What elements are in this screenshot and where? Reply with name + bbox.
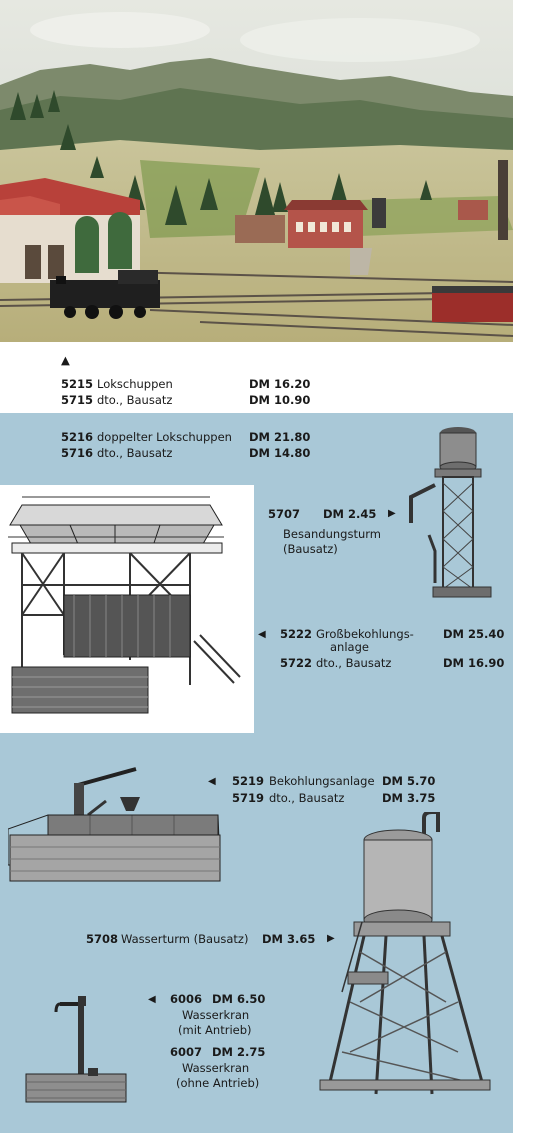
item-desc-5707-line2: (Bausatz) — [283, 542, 338, 556]
arrow-right-icon: ▶ — [388, 508, 396, 519]
item-desc-5222-line2: anlage — [330, 640, 369, 654]
item-price-5722: DM 16.90 — [443, 656, 505, 670]
item-price-5716: DM 14.80 — [249, 446, 311, 460]
item-price-6007: DM 2.75 — [212, 1045, 266, 1059]
layout-photo — [0, 0, 513, 342]
coal-loader-illustration — [8, 765, 230, 889]
coaling-plant-box — [0, 485, 254, 733]
item-number-5715: 5715 — [61, 393, 94, 407]
item-price-5222: DM 25.40 — [443, 627, 505, 641]
coaling-plant-illustration — [0, 485, 254, 733]
item-price-5708: DM 3.65 — [262, 932, 316, 946]
item-desc-5216: doppelter Lokschuppen — [97, 430, 232, 444]
item-price-5215: DM 16.20 — [249, 377, 311, 391]
item-number-5716: 5716 — [61, 446, 94, 460]
item-desc-5219: Bekohlungsanlage — [269, 774, 375, 788]
item-price-5707: DM 2.45 — [323, 507, 377, 521]
item-number-5216: 5216 — [61, 430, 94, 444]
page-margin — [513, 0, 550, 1133]
item-desc-5707-line1: Besandungsturm — [283, 527, 381, 541]
item-number-5707: 5707 — [268, 507, 301, 521]
item-desc-5722: dto., Bausatz — [316, 656, 392, 670]
arrow-left-icon: ◀ — [148, 994, 156, 1005]
model-railway-landscape-image — [0, 0, 513, 342]
item-desc-5716: dto., Bausatz — [97, 446, 173, 460]
triangle-marker-icon: ▲ — [61, 353, 70, 367]
arrow-right-icon: ▶ — [327, 933, 335, 944]
item-price-5219: DM 5.70 — [382, 774, 436, 788]
arrow-left-icon: ◀ — [208, 776, 216, 787]
item-number-6007: 6007 — [170, 1045, 203, 1059]
item-price-5216: DM 21.80 — [249, 430, 311, 444]
sand-tower-illustration — [405, 423, 501, 601]
item-desc-5719: dto., Bausatz — [269, 791, 345, 805]
item-desc-6007-line2: (ohne Antrieb) — [176, 1076, 260, 1090]
item-desc-6007-line1: Wasserkran — [182, 1061, 250, 1075]
arrow-left-icon: ◀ — [258, 629, 266, 640]
item-desc-5708: Wasserturm (Bausatz) — [121, 932, 249, 946]
item-desc-5215: Lokschuppen — [97, 377, 173, 391]
item-price-5719: DM 3.75 — [382, 791, 436, 805]
item-number-6006: 6006 — [170, 992, 203, 1006]
item-desc-6006-line2: (mit Antrieb) — [178, 1023, 252, 1037]
item-price-6006: DM 6.50 — [212, 992, 266, 1006]
item-desc-6006-line1: Wasserkran — [182, 1008, 250, 1022]
item-number-5215: 5215 — [61, 377, 94, 391]
item-number-5708: 5708 — [86, 932, 119, 946]
item-price-5715: DM 10.90 — [249, 393, 311, 407]
item-number-5719: 5719 — [232, 791, 265, 805]
item-desc-5222-line1: Großbekohlungs- — [316, 627, 414, 641]
item-desc-5715: dto., Bausatz — [97, 393, 173, 407]
water-tower-illustration — [312, 812, 496, 1102]
item-number-5222: 5222 — [280, 627, 313, 641]
item-number-5722: 5722 — [280, 656, 313, 670]
item-number-5219: 5219 — [232, 774, 265, 788]
water-crane-illustration — [20, 990, 132, 1106]
